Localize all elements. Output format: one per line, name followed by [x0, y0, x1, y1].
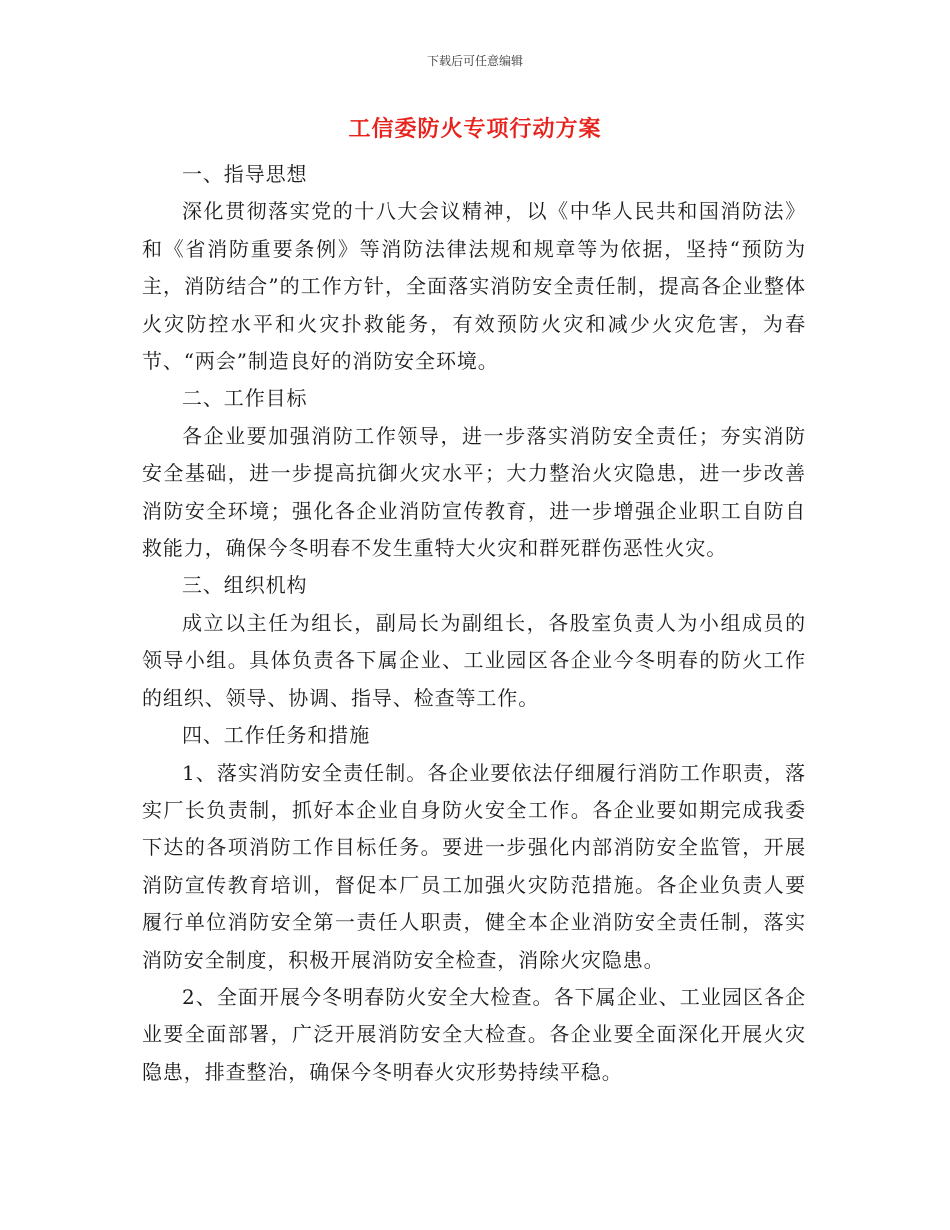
page-header-note: 下载后可任意编辑	[426, 54, 523, 68]
paragraph: 深化贯彻落实党的十八大会议精神，以《中华人民共和国消防法》和《省消防重要条例》等消防法律法规和规章等为依据，坚持“预防为主，消防结合”的工作方针，全面落实消防安全责任制，提高各企业整体火灾防控水平和火灾扑救能务，有效预防火灾和减少火灾危害，为春节、“两会”制造良好的消防安全环境。	[142, 199, 806, 374]
paragraph: 成立以主任为组长，副局长为副组长，各股室负责人为小组成员的领导小组。具体负责各下属企业、工业园区各企业今冬明春的防火工作的组织、领导、协调、指导、检查等工作。	[142, 610, 806, 710]
section-heading: 三、组织机构	[182, 573, 308, 598]
document-body	[142, 156, 806, 1091]
section-heading: 四、工作任务和措施	[182, 723, 371, 748]
document-title: 工信委防火专项行动方案	[348, 116, 602, 142]
paragraph: 2、全面开展今冬明春防火安全大检查。各下属企业、工业园区各企业要全面部署，广泛开展消防安全大检查。各企业要全面深化开展火灾隐患，排查整治，确保今冬明春火灾形势持续平稳。	[142, 984, 806, 1084]
section-heading: 二、工作目标	[182, 386, 308, 411]
section-heading: 一、指导思想	[182, 162, 308, 186]
paragraph: 各企业要加强消防工作领导，进一步落实消防安全责任；夯实消防安全基础，进一步提高抗御火灾水平；大力整治火灾隐患，进一步改善消防安全环境；强化各企业消防宣传教育，进一步增强企业职工自防自救能力，确保今冬明春不发生重特大火灾和群死群伤恶性火灾。	[142, 423, 806, 561]
paragraph: 1、落实消防安全责任制。各企业要依法仔细履行消防工作职责，落实厂长负责制，抓好本企业自身防火安全工作。各企业要如期完成我委下达的各项消防工作目标任务。要进一步强化内部消防安全监管，开展消防宣传教育培训，督促本厂员工加强火灾防范措施。各企业负责人要履行单位消防安全第一责任人职责，健全本企业消防安全责任制，落实消防安全制度，积极开展消防安全检查，消除火灾隐患。	[142, 760, 806, 972]
